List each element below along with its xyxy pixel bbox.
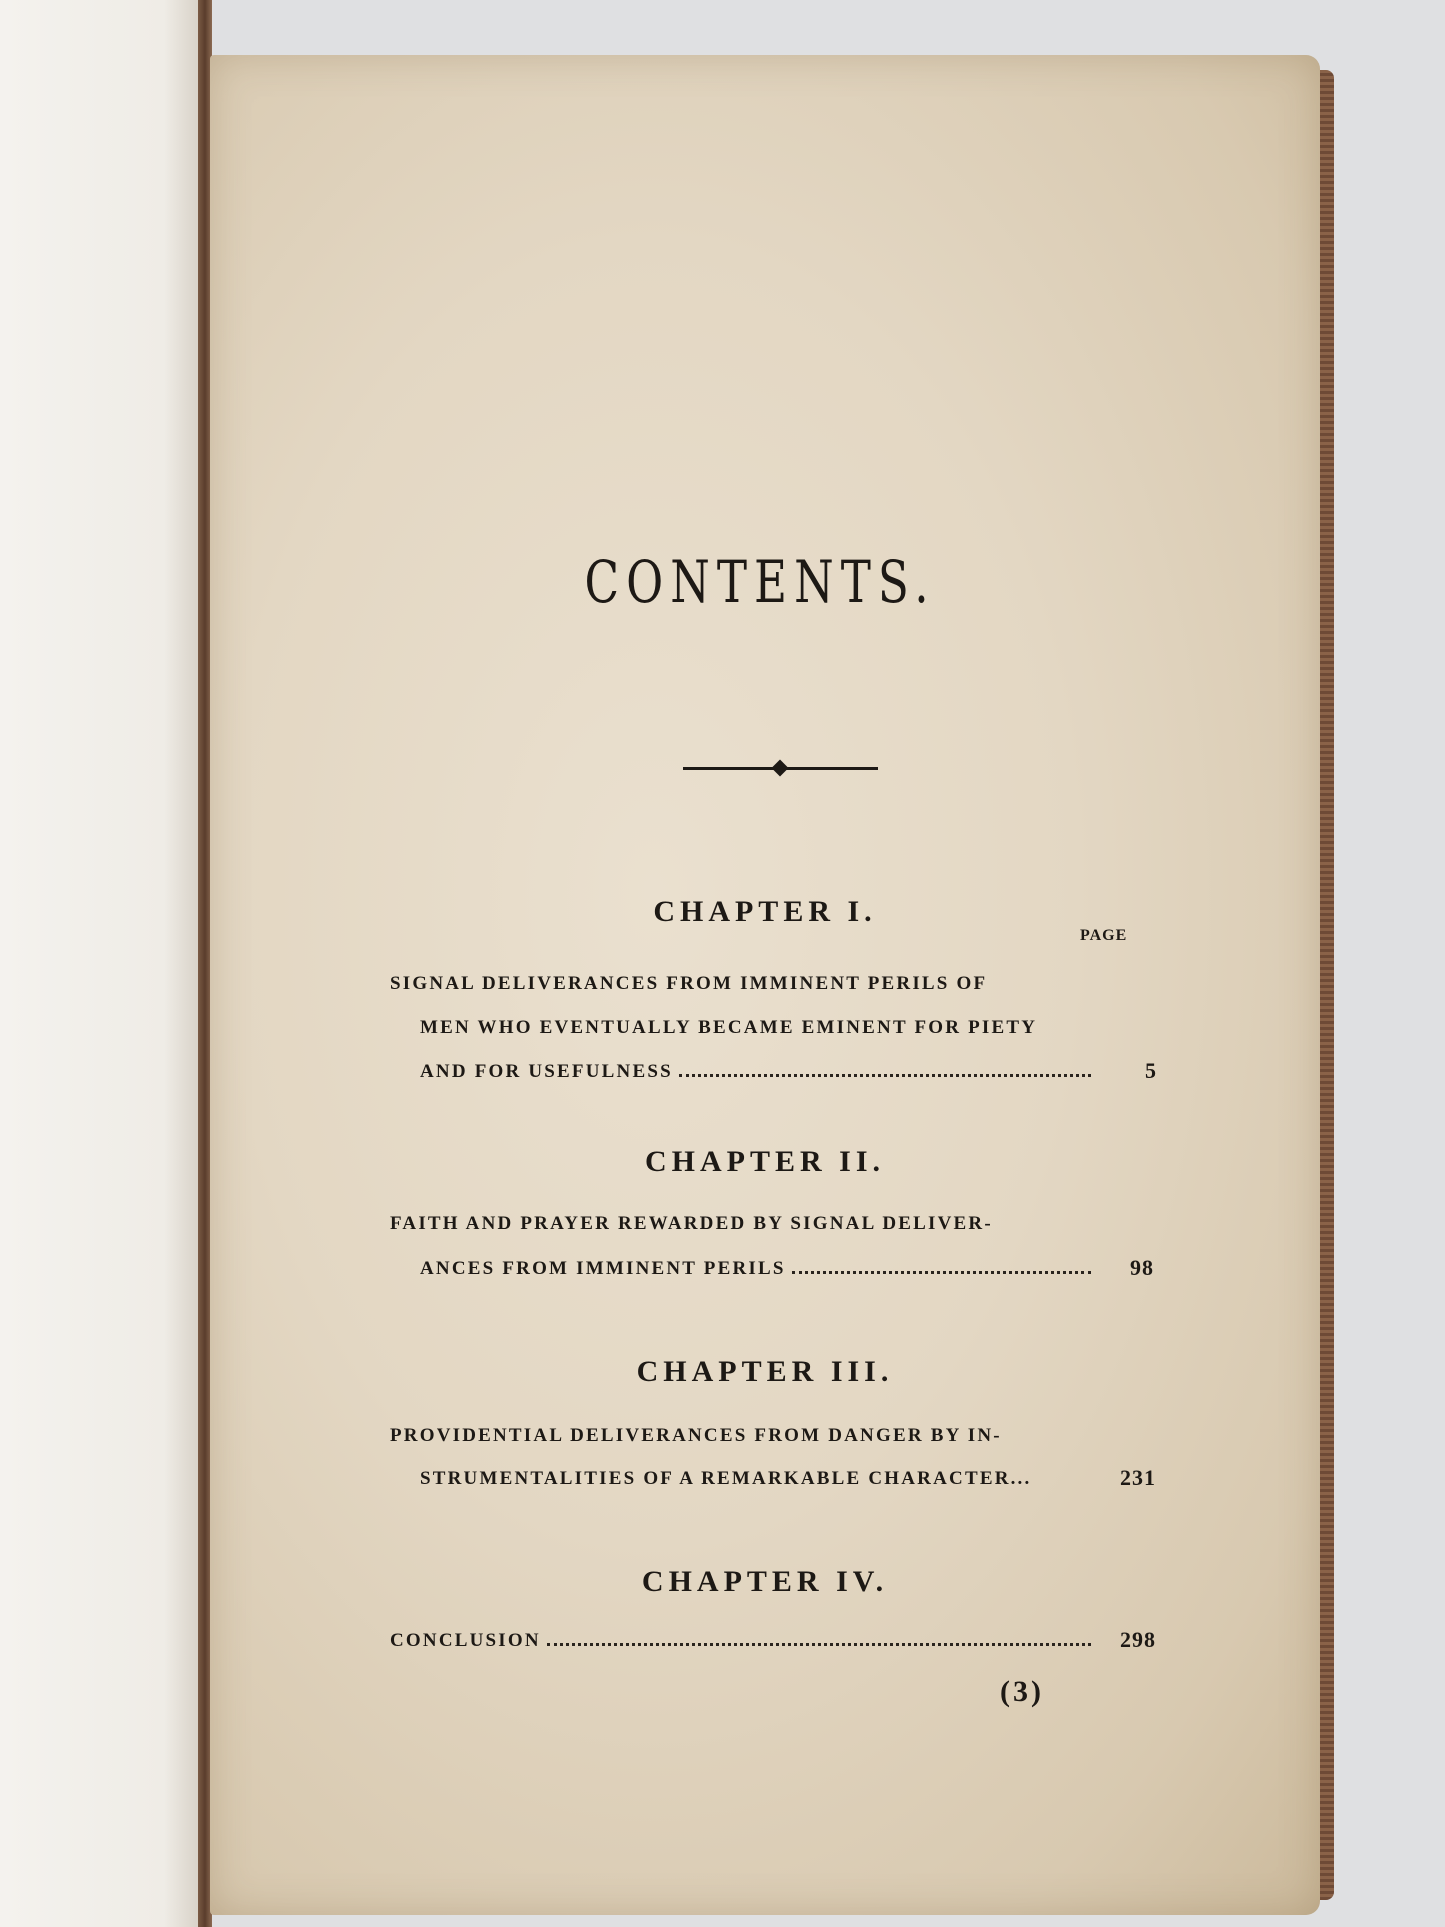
chapter-1-page: 5 bbox=[1145, 1058, 1157, 1083]
page-title: CONTENTS. bbox=[584, 548, 936, 616]
chapter-4-heading: CHAPTER IV. bbox=[641, 1565, 889, 1598]
diamond-ornament-icon bbox=[772, 760, 789, 777]
dot-leaders bbox=[792, 1271, 1091, 1274]
facing-blank-page bbox=[0, 0, 205, 1927]
chapter-1-line-3-text: AND FOR USEFULNESS bbox=[420, 1061, 673, 1082]
chapter-2-line-2 bbox=[420, 1258, 1105, 1280]
chapter-2-heading: CHAPTER II. bbox=[644, 1145, 886, 1178]
chapter-4-page: 298 bbox=[1120, 1627, 1156, 1652]
chapter-2-line-2-text: ANCES FROM IMMINENT PERILS bbox=[420, 1258, 786, 1279]
chapter-3-page: 231 bbox=[1120, 1465, 1156, 1490]
ornamental-rule bbox=[683, 761, 878, 775]
chapter-1-heading: CHAPTER I. bbox=[653, 895, 877, 928]
chapter-3-line-2: STRUMENTALITIES OF A REMARKABLE CHARACTER... bbox=[420, 1468, 1032, 1489]
dot-leaders bbox=[679, 1074, 1091, 1077]
chapter-3-line-1: PROVIDENTIAL DELIVERANCES FROM DANGER BY IN- bbox=[390, 1425, 1002, 1446]
chapter-1-line-2: MEN WHO EVENTUALLY BECAME EMINENT FOR PIETY bbox=[420, 1017, 1038, 1038]
chapter-2-page: 98 bbox=[1130, 1255, 1154, 1280]
dot-leaders bbox=[547, 1643, 1091, 1646]
chapter-4-line-1-text: CONCLUSION bbox=[390, 1630, 541, 1651]
contents-page bbox=[210, 55, 1320, 1915]
page-number: (3) bbox=[1000, 1675, 1044, 1708]
page-column-label: PAGE bbox=[1080, 927, 1128, 944]
chapter-2-line-1: FAITH AND PRAYER REWARDED BY SIGNAL DELIVER- bbox=[390, 1213, 993, 1234]
chapter-3-heading: CHAPTER III. bbox=[636, 1355, 894, 1388]
chapter-1-line-1: SIGNAL DELIVERANCES FROM IMMINENT PERILS OF bbox=[390, 973, 988, 994]
chapter-4-line-1 bbox=[390, 1630, 1105, 1652]
chapter-1-line-3 bbox=[420, 1061, 1105, 1083]
